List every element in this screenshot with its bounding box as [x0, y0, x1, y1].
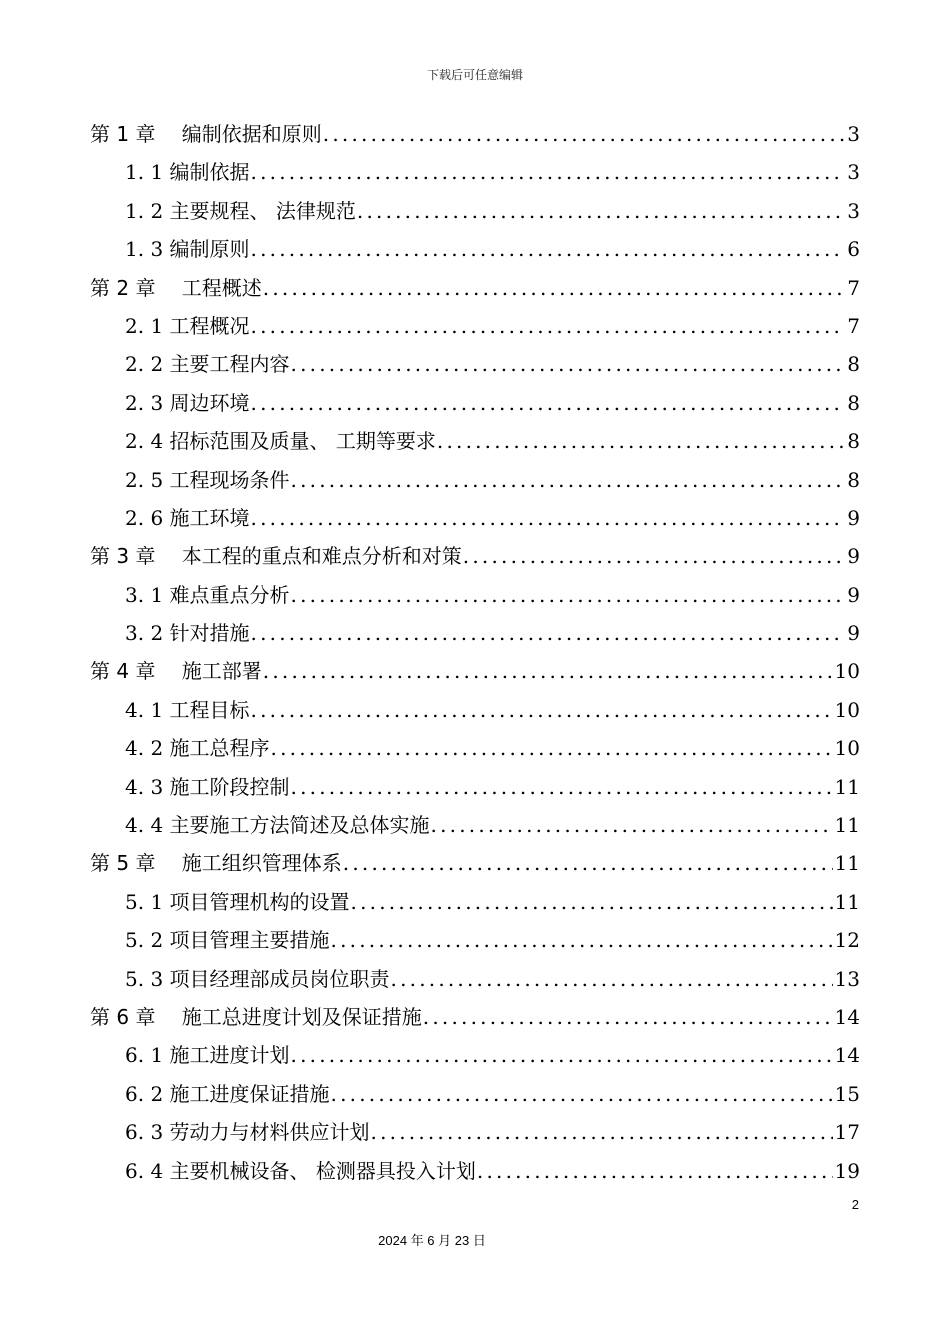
toc-entry-title: 6. 4 主要机械设备、 检测器具投入计划 — [125, 1158, 476, 1183]
toc-entry-page: 8 — [847, 390, 860, 415]
toc-dot-leader — [331, 921, 833, 959]
toc-entry-page: 13 — [834, 966, 860, 991]
toc-entry-page: 17 — [834, 1120, 860, 1145]
toc-entry-title: 第 4 章 施工部署 — [90, 659, 262, 684]
toc-entry-page: 11 — [834, 851, 860, 876]
toc-dot-leader — [291, 768, 833, 806]
toc-entry-title: 5. 3 项目经理部成员岗位职责 — [125, 966, 390, 991]
toc-entry-title: 2. 6 施工环境 — [125, 505, 250, 530]
toc-dot-leader — [477, 1152, 833, 1190]
toc-entry-page: 3 — [847, 122, 860, 146]
toc-section-entry[interactable] — [90, 806, 860, 844]
header-note: 下载后可任意编辑 — [426, 68, 523, 82]
toc-entry-page: 8 — [847, 467, 860, 492]
toc-entry-title: 2. 1 工程概况 — [125, 313, 250, 338]
toc-dot-leader — [263, 652, 833, 690]
toc-dot-leader — [431, 806, 833, 844]
toc-entry-page: 8 — [847, 352, 860, 377]
toc-entry-title: 1. 3 编制原则 — [125, 237, 250, 262]
toc-entry-title: 2. 3 周边环境 — [125, 390, 250, 415]
footer-date: 2024 年 6 月 23 日 — [378, 1233, 486, 1248]
toc-dot-leader — [251, 307, 846, 345]
toc-entry-page: 7 — [847, 275, 860, 300]
toc-dot-leader — [291, 461, 846, 499]
toc-entry-page: 3 — [847, 198, 860, 223]
toc-entry-title: 第 3 章 本工程的重点和难点分析和对策 — [90, 544, 462, 569]
toc-chapter-entry[interactable] — [90, 115, 860, 153]
toc-entry-title: 第 1 章 编制依据和原则 — [90, 122, 322, 146]
toc-entry-title: 5. 1 项目管理机构的设置 — [125, 889, 350, 914]
toc-section-entry[interactable] — [90, 153, 860, 191]
toc-entry-title: 4. 3 施工阶段控制 — [125, 774, 290, 799]
toc-entry-page: 15 — [834, 1081, 860, 1106]
toc-dot-leader — [251, 691, 833, 729]
toc-entry-title: 6. 2 施工进度保证措施 — [125, 1081, 330, 1106]
toc-entry-page: 19 — [834, 1158, 860, 1183]
toc-entry-page: 11 — [834, 813, 860, 838]
toc-entry-page: 3 — [847, 160, 860, 185]
toc-entry-title: 第 2 章 工程概述 — [90, 275, 262, 300]
toc-section-entry[interactable] — [90, 345, 860, 383]
toc-entry-title: 1. 1 编制依据 — [125, 160, 250, 185]
toc-section-entry[interactable] — [90, 1075, 860, 1113]
toc-dot-leader — [323, 115, 845, 153]
toc-entry-title: 4. 2 施工总程序 — [125, 736, 270, 761]
toc-dot-leader — [251, 384, 846, 422]
toc-section-entry[interactable] — [90, 921, 860, 959]
toc-entry-title: 5. 2 项目管理主要措施 — [125, 928, 330, 953]
toc-chapter-entry[interactable] — [90, 844, 860, 882]
toc-entry-title: 6. 1 施工进度计划 — [125, 1043, 290, 1068]
toc-dot-leader — [437, 422, 845, 460]
toc-section-entry[interactable] — [90, 1113, 860, 1151]
toc-dot-leader — [251, 499, 846, 537]
toc-entry-title: 第 5 章 施工组织管理体系 — [90, 851, 342, 876]
toc-section-entry[interactable] — [90, 461, 860, 499]
table-of-contents — [90, 115, 860, 1190]
toc-entry-page: 10 — [834, 697, 860, 722]
toc-dot-leader — [263, 269, 845, 307]
toc-entry-page: 14 — [834, 1043, 860, 1068]
toc-section-entry[interactable] — [90, 883, 860, 921]
toc-entry-page: 9 — [847, 505, 860, 530]
toc-section-entry[interactable] — [90, 384, 860, 422]
toc-dot-leader — [351, 883, 833, 921]
toc-dot-leader — [423, 998, 833, 1036]
toc-chapter-entry[interactable] — [90, 652, 860, 690]
toc-dot-leader — [291, 345, 846, 383]
toc-entry-page: 11 — [834, 774, 860, 799]
toc-section-entry[interactable] — [90, 192, 860, 230]
toc-dot-leader — [251, 153, 846, 191]
toc-entry-page: 6 — [847, 237, 860, 262]
toc-entry-page: 9 — [847, 544, 860, 569]
page-number: 2 — [851, 1197, 859, 1212]
toc-entry-page: 9 — [847, 582, 860, 607]
toc-section-entry[interactable] — [90, 307, 860, 345]
toc-entry-title: 4. 1 工程目标 — [125, 697, 250, 722]
toc-dot-leader — [291, 1036, 833, 1074]
toc-section-entry[interactable] — [90, 960, 860, 998]
toc-entry-page: 12 — [834, 928, 860, 953]
toc-entry-title: 3. 2 针对措施 — [125, 621, 250, 646]
toc-dot-leader — [371, 1113, 833, 1151]
toc-entry-title: 2. 4 招标范围及质量、 工期等要求 — [125, 429, 436, 454]
toc-section-entry[interactable] — [90, 230, 860, 268]
toc-entry-page: 10 — [834, 659, 860, 684]
toc-entry-page: 11 — [834, 889, 860, 914]
toc-entry-title: 2. 5 工程现场条件 — [125, 467, 290, 492]
toc-entry-page: 14 — [834, 1004, 860, 1029]
toc-section-entry[interactable] — [90, 614, 860, 652]
toc-entry-title: 第 6 章 施工总进度计划及保证措施 — [90, 1004, 422, 1029]
toc-dot-leader — [357, 192, 845, 230]
toc-entry-title: 4. 4 主要施工方法简述及总体实施 — [125, 813, 430, 838]
toc-entry-title: 6. 3 劳动力与材料供应计划 — [125, 1120, 370, 1145]
toc-dot-leader — [251, 230, 846, 268]
toc-section-entry[interactable] — [90, 1036, 860, 1074]
toc-section-entry[interactable] — [90, 499, 860, 537]
toc-entry-page: 7 — [847, 313, 860, 338]
toc-dot-leader — [343, 844, 833, 882]
toc-chapter-entry[interactable] — [90, 998, 860, 1036]
toc-chapter-entry[interactable] — [90, 269, 860, 307]
toc-dot-leader — [291, 576, 846, 614]
toc-entry-page: 10 — [834, 736, 860, 761]
toc-section-entry[interactable] — [90, 691, 860, 729]
toc-entry-page: 9 — [847, 621, 860, 646]
toc-dot-leader — [251, 614, 846, 652]
toc-dot-leader — [391, 960, 833, 998]
toc-entry-page: 8 — [847, 429, 860, 454]
toc-section-entry[interactable] — [90, 422, 860, 460]
toc-section-entry[interactable] — [90, 729, 860, 767]
toc-dot-leader — [463, 537, 845, 575]
toc-entry-title: 2. 2 主要工程内容 — [125, 352, 290, 377]
toc-dot-leader — [271, 729, 833, 767]
toc-entry-title: 1. 2 主要规程、 法律规范 — [125, 198, 356, 223]
toc-section-entry[interactable] — [90, 768, 860, 806]
toc-dot-leader — [331, 1075, 833, 1113]
toc-entry-title: 3. 1 难点重点分析 — [125, 582, 290, 607]
toc-section-entry[interactable] — [90, 576, 860, 614]
toc-section-entry[interactable] — [90, 1152, 860, 1190]
toc-chapter-entry[interactable] — [90, 537, 860, 575]
